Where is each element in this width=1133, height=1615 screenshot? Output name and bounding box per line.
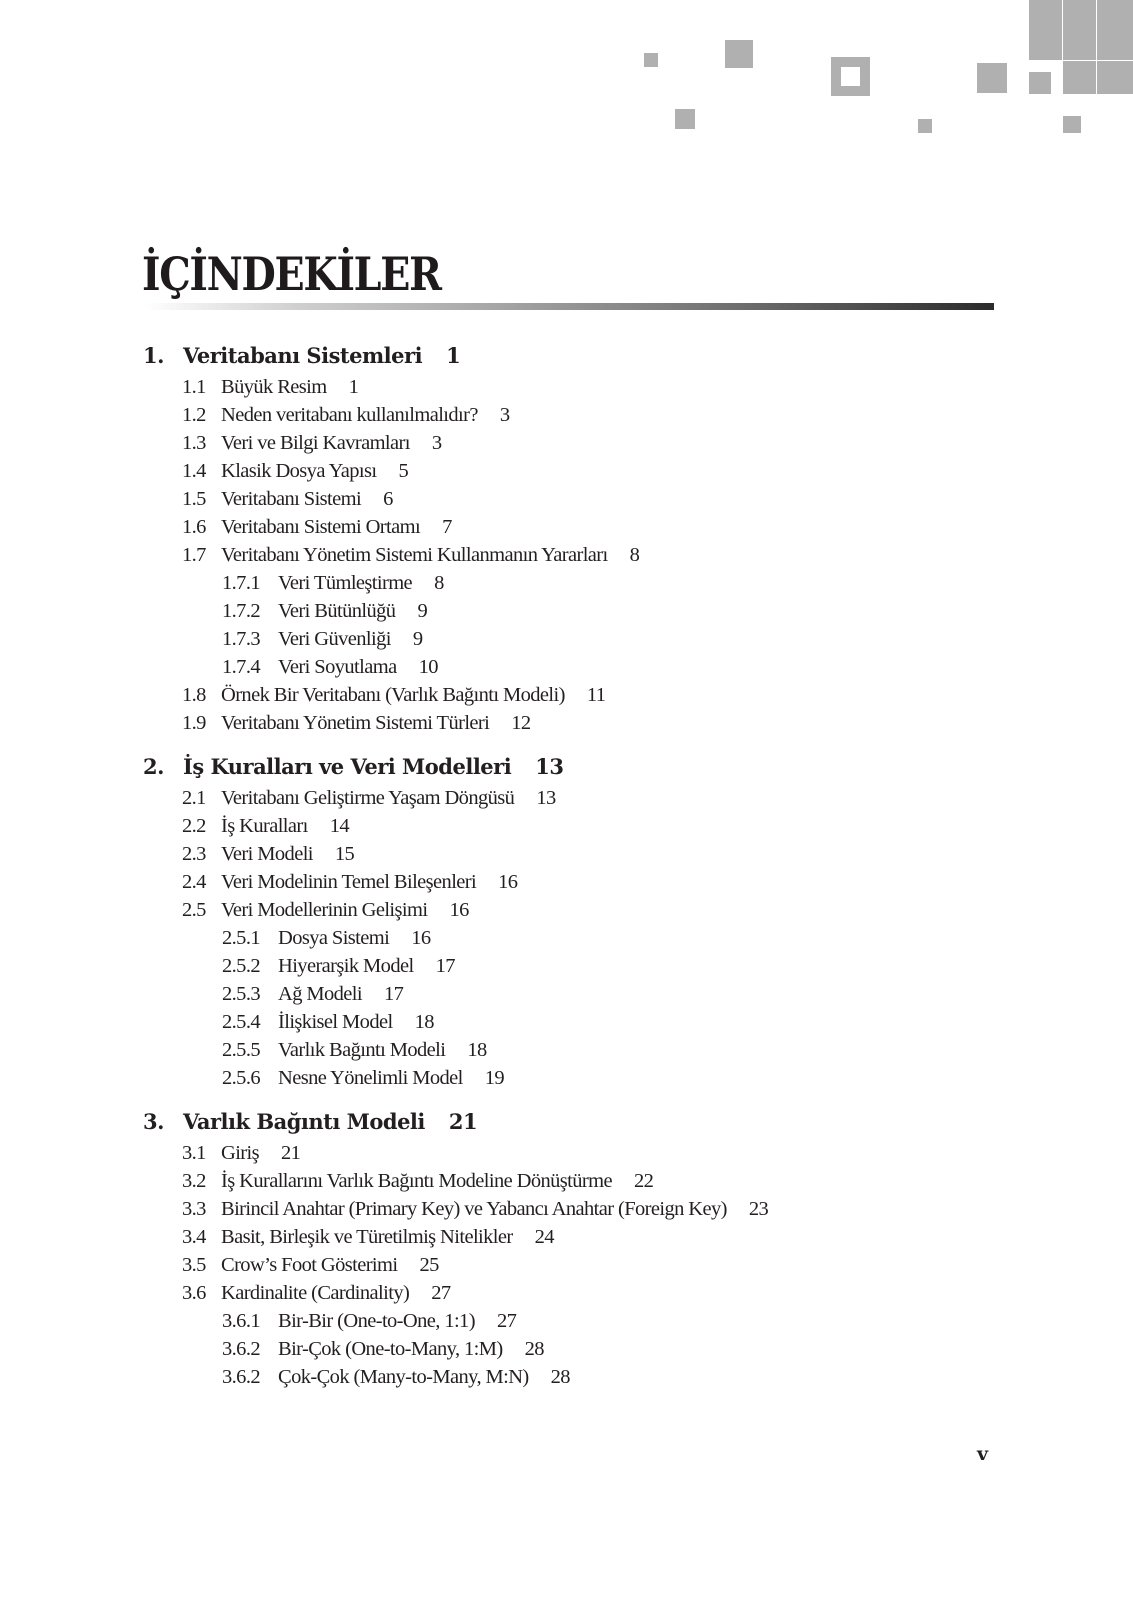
toc-page: 22 (633, 1170, 654, 1192)
toc-entry[interactable] (182, 513, 452, 541)
title-rule (145, 303, 994, 310)
decor-square (675, 109, 695, 129)
toc-page: 9 (412, 628, 423, 650)
toc-entry[interactable] (222, 952, 455, 980)
toc-title: Hiyerarşik Model (278, 955, 414, 977)
toc-number: 2.5.3 (222, 983, 261, 1005)
toc-title: Birincil Anahtar (Primary Key) ve Yabancı Anahtar (Foreign Key) (221, 1198, 727, 1220)
toc-number: 1.8 (182, 684, 206, 706)
toc-title: Veritabanı Sistemi (221, 488, 362, 510)
toc-title: Çok-Çok (Many-to-Many, M:N) (278, 1366, 529, 1388)
decor-block (1063, 0, 1096, 60)
toc-title: Nesne Yönelimli Model (278, 1067, 463, 1089)
toc-number: 1.4 (182, 460, 206, 482)
toc-title: Veri Bütünlüğü (278, 600, 396, 622)
toc-entry[interactable] (182, 784, 556, 812)
toc-page: 1 (446, 343, 461, 368)
toc-title: İş Kuralları ve Veri Modelleri (183, 754, 512, 779)
toc-page: 18 (467, 1039, 487, 1061)
toc-number: 1.6 (182, 516, 206, 538)
decor-square (644, 53, 658, 67)
toc-title: Varlık Bağıntı Modeli (183, 1109, 425, 1134)
toc-number: 2.5.2 (222, 955, 261, 977)
toc-chapter[interactable] (143, 342, 460, 370)
decor-square (977, 63, 1007, 93)
toc-title: Giriş (221, 1142, 260, 1164)
toc-number: 3.1 (182, 1142, 206, 1164)
toc-number: 3.5 (182, 1254, 206, 1276)
decor-square (918, 119, 932, 133)
toc-page: 3 (499, 404, 510, 426)
toc-number: 2.5 (182, 899, 206, 921)
toc-number: 1.7 (182, 544, 206, 566)
toc-number: 2.3 (182, 843, 206, 865)
toc-number: 3.6.2 (222, 1366, 261, 1388)
toc-title: Veritabanı Geliştirme Yaşam Döngüsü (221, 787, 515, 809)
toc-number: 1.9 (182, 712, 206, 734)
toc-entry[interactable] (182, 1223, 554, 1251)
toc-entry[interactable] (222, 1064, 504, 1092)
toc-title: Neden veritabanı kullanılmalıdır? (221, 404, 478, 426)
toc-entry[interactable] (182, 373, 358, 401)
toc-number: 3.3 (182, 1198, 206, 1220)
toc-page: 17 (384, 983, 404, 1005)
toc-entry[interactable] (222, 1363, 570, 1391)
toc-page: 6 (383, 488, 393, 510)
toc-entry[interactable] (182, 896, 469, 924)
toc-entry[interactable] (182, 840, 354, 868)
toc-page: 16 (449, 899, 469, 921)
toc-page: 27 (431, 1282, 451, 1304)
toc-page: 17 (435, 955, 455, 977)
toc-entry[interactable] (222, 980, 403, 1008)
toc-number: 2.5.6 (222, 1067, 261, 1089)
toc-page: 13 (535, 754, 564, 779)
toc-page: 8 (434, 572, 444, 594)
toc-entry[interactable] (182, 1139, 300, 1167)
toc-title: İş Kuralları (221, 815, 308, 837)
toc-title: Veritabanı Yönetim Sistemi Türleri (221, 712, 490, 734)
toc-title: İlişkisel Model (278, 1011, 393, 1033)
toc-title: Veri ve Bilgi Kavramları (221, 432, 410, 454)
toc-entry[interactable] (222, 569, 444, 597)
toc-title: Veri Tümleştirme (278, 572, 413, 594)
toc-title: Veri Güvenliği (278, 628, 391, 650)
toc-number: 2. (143, 754, 164, 779)
toc-title: Dosya Sistemi (278, 927, 390, 949)
toc-entry[interactable] (222, 1335, 544, 1363)
toc-number: 3.4 (182, 1226, 206, 1248)
toc-entry[interactable] (222, 1036, 487, 1064)
toc-page: 16 (498, 871, 518, 893)
toc-title: Örnek Bir Veritabanı (Varlık Bağıntı Modeli) (221, 684, 565, 706)
toc-page: 21 (448, 1109, 478, 1134)
decor-square (725, 40, 753, 68)
toc-title: İş Kurallarını Varlık Bağıntı Modeline Dönüştürme (221, 1170, 612, 1192)
toc-entry[interactable] (182, 709, 531, 737)
toc-entry[interactable] (222, 924, 431, 952)
toc-entry[interactable] (182, 681, 605, 709)
toc-entry[interactable] (182, 1195, 768, 1223)
toc-page: 14 (329, 815, 350, 837)
toc-entry[interactable] (182, 1251, 439, 1279)
toc-title: Bir-Bir (One-to-One, 1:1) (278, 1310, 475, 1332)
toc-page: 21 (281, 1142, 301, 1164)
toc-page: 8 (629, 544, 640, 566)
toc-number: 3.6 (182, 1282, 206, 1304)
decor-block (1063, 61, 1096, 94)
toc-page: 19 (484, 1067, 505, 1089)
toc-entry[interactable] (182, 541, 639, 569)
toc-page: 28 (550, 1366, 570, 1388)
toc-number: 2.5.4 (222, 1011, 261, 1033)
toc-page: 25 (419, 1254, 439, 1276)
toc-number: 1.5 (182, 488, 206, 510)
toc-number: 1.3 (182, 432, 206, 454)
toc-entry[interactable] (222, 597, 427, 625)
toc-title: Veri Modellerinin Gelişimi (221, 899, 428, 921)
toc-number: 2.4 (182, 871, 206, 893)
toc-entry[interactable] (182, 401, 510, 429)
toc-page: 13 (536, 787, 556, 809)
toc-entry[interactable] (182, 429, 442, 457)
toc-number: 3.6.1 (222, 1310, 261, 1332)
toc-number: 1.2 (182, 404, 206, 426)
page-title: İÇİNDEKİLER (142, 247, 441, 301)
toc-page: 9 (417, 600, 428, 622)
toc-number: 2.5.5 (222, 1039, 261, 1061)
toc-page: 12 (511, 712, 531, 734)
toc-entry[interactable] (222, 1008, 434, 1036)
toc-page: 27 (496, 1310, 517, 1332)
toc-number: 2.2 (182, 815, 206, 837)
toc-title: Veritabanı Yönetim Sistemi Kullanmanın Yararları (221, 544, 608, 566)
toc-number: 1.1 (182, 376, 206, 398)
toc-number: 1.7.3 (222, 628, 261, 650)
toc-number: 3.6.2 (222, 1338, 261, 1360)
toc-page: 7 (442, 516, 452, 538)
page-number: v (977, 1443, 989, 1465)
toc-page: 24 (534, 1226, 554, 1248)
decor-square-outline (831, 57, 870, 96)
toc-entry[interactable] (182, 1167, 653, 1195)
toc-chapter[interactable] (143, 753, 563, 781)
toc-title: Veritabanı Sistemi Ortamı (221, 516, 421, 538)
toc-title: Basit, Birleşik ve Türetilmiş Nitelikler (221, 1226, 513, 1248)
toc-number: 2.5.1 (222, 927, 261, 949)
toc-entry[interactable] (182, 868, 517, 896)
toc-entry[interactable] (222, 625, 423, 653)
toc-title: Veri Modeli (221, 843, 313, 865)
decor-block (1097, 61, 1133, 94)
toc-entry[interactable] (182, 457, 408, 485)
toc-page: 5 (398, 460, 409, 482)
toc-title: Bir-Çok (One-to-Many, 1:M) (278, 1338, 503, 1360)
toc-page: 18 (414, 1011, 434, 1033)
toc-number: 1.7.2 (222, 600, 261, 622)
toc-entry[interactable] (222, 653, 438, 681)
toc-page: 15 (334, 843, 355, 865)
toc-title: Veri Soyutlama (278, 656, 397, 678)
toc-entry[interactable] (182, 1279, 451, 1307)
decor-block (1097, 0, 1133, 60)
decor-square (1029, 72, 1051, 94)
toc-page: 16 (411, 927, 431, 949)
toc-page: 3 (431, 432, 442, 454)
toc-page: 11 (586, 684, 606, 706)
toc-page: 23 (748, 1198, 769, 1220)
toc-page: 10 (418, 656, 438, 678)
toc-entry[interactable] (182, 812, 349, 840)
toc-title: Veri Modelinin Temel Bileşenleri (221, 871, 477, 893)
toc-title: Kardinalite (Cardinality) (221, 1282, 410, 1304)
toc-chapter[interactable] (143, 1108, 477, 1136)
toc-page: 28 (524, 1338, 544, 1360)
toc-title: Ağ Modeli (278, 983, 362, 1005)
toc-number: 1. (143, 343, 164, 368)
toc-title: Büyük Resim (221, 376, 327, 398)
toc-title: Varlık Bağıntı Modeli (278, 1039, 446, 1061)
toc-title: Crow’s Foot Gösterimi (221, 1254, 398, 1276)
toc-number: 3. (143, 1109, 164, 1134)
toc-title: Klasik Dosya Yapısı (221, 460, 377, 482)
toc-title: Veritabanı Sistemleri (183, 343, 423, 368)
toc-number: 3.2 (182, 1170, 206, 1192)
decor-block (1029, 0, 1062, 60)
toc-number: 2.1 (182, 787, 206, 809)
toc-page: 1 (348, 376, 359, 398)
toc-entry[interactable] (182, 485, 393, 513)
toc-number: 1.7.4 (222, 656, 261, 678)
toc-entry[interactable] (222, 1307, 516, 1335)
toc-number: 1.7.1 (222, 572, 261, 594)
decor-square (1063, 116, 1081, 133)
